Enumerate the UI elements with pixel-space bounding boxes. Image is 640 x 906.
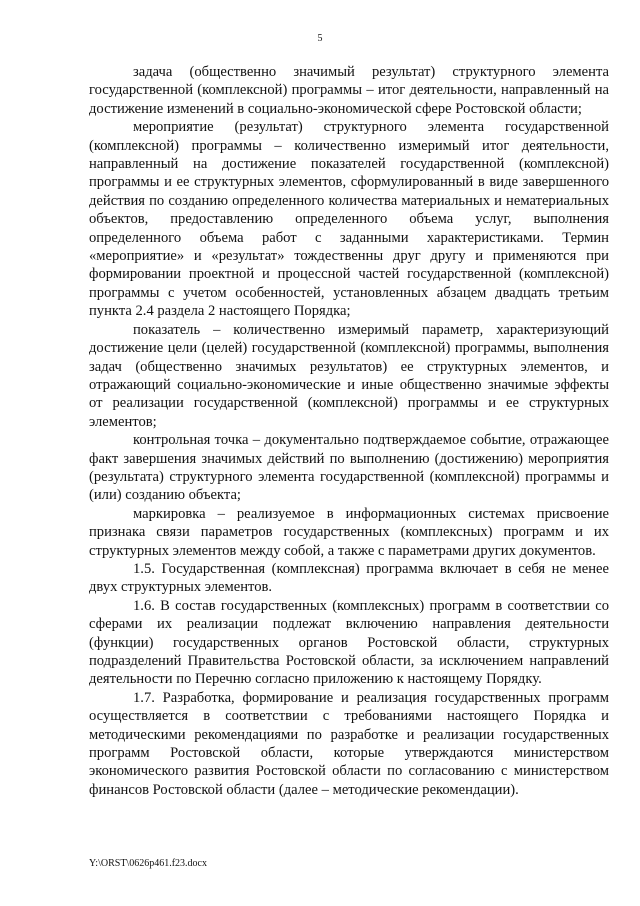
paragraph-event-definition: мероприятие (результат) структурного элемента государственной (комплексной) программы – количественно измеримый итог деятельности, направленный на достижение показателей государственной (комплексной) программы и ее структурных элементов, сформулированный в виде завершенного действия по созданию определенного количества материальных и нематериальных объектов, предоставлению определенного объема услуг, выполнения определенного объема работ с заданными характеристиками. Термин «мероприятие» и «результат» тождественны друг другу и применяются при формировании проектной и процессной частей государственной (комплексной) программы с учетом особенностей, установленных абзацем двадцать третьим пункта 2.4 раздела 2 настоящего Порядка; [89, 119, 609, 320]
document-body [89, 63, 609, 799]
page-number: 5 [317, 33, 323, 44]
paragraph-marking-definition: маркировка – реализуемое в информационных системах присвоение признака связи параметров государственных (комплексных) программ и их структурных элементов между собой, а также с параметрами других документов. [89, 505, 609, 559]
paragraph-clause-1-5: 1.5. Государственная (комплексная) программа включает в себя не менее двух структурных элементов. [89, 560, 609, 596]
paragraph-clause-1-6: 1.6. В состав государственных (комплексных) программ в соответствии со сферами их реализации подлежат включению направления деятельности (функции) государственных органов Ростовской области, структурных подразделений Правительства Ростовской области, за исключением направлений деятельности по Перечню согласно приложению к настоящему Порядку. [89, 597, 609, 688]
file-path-footer: Y:\ORST\0626p461.f23.docx [89, 858, 207, 869]
paragraph-clause-1-7: 1.7. Разработка, формирование и реализация государственных программ осуществляется в соответствии с требованиями настоящего Порядка и методическими рекомендациями по разработке и реализации государственных программ Ростовской области, которые утверждаются министерством экономического развития Ростовской области по согласованию с министерством финансов Ростовской области (далее – методические рекомендации). [89, 689, 609, 798]
paragraph-task-definition: задача (общественно значимый результат) структурного элемента государственной (комплексной) программы – итог деятельности, направленный на достижение изменений в социально-экономической сфере Ростовской области; [89, 64, 609, 117]
paragraph-checkpoint-definition: контрольная точка – документально подтверждаемое событие, отражающее факт завершения значимых действий по выполнению (достижению) мероприятия (результата) структурного элемента государственной (комплексной) программы и (или) созданию объекта; [89, 432, 609, 504]
paragraph-indicator-definition: показатель – количественно измеримый параметр, характеризующий достижение цели (целей) государственной (комплексной) программы, выполнения задач (общественно значимых результатов) ее структурных элементов, и отражающий социально-экономические и иные общественно значимые эффекты от реализации государственной (комплексной) программы и ее структурных элементов; [89, 321, 609, 430]
